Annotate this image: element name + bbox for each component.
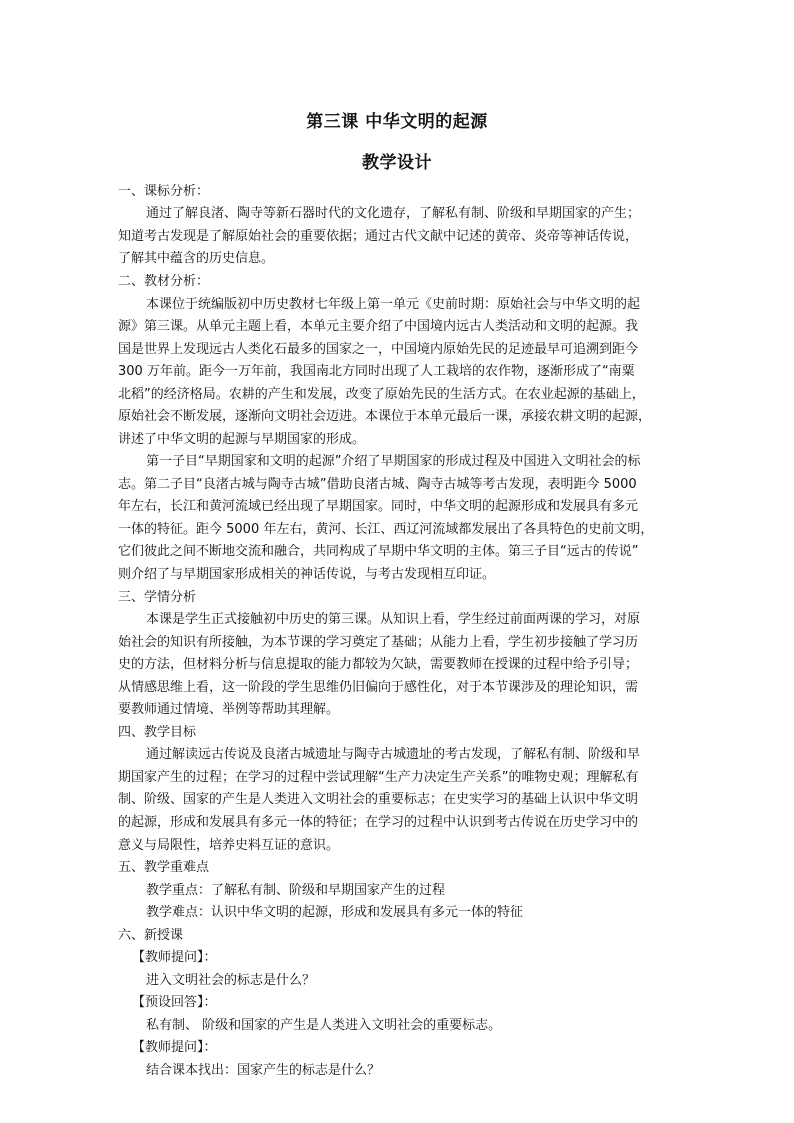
question-text: 进入文明社会的标志是什么？ bbox=[146, 973, 316, 988]
paragraph-line: 的起源，形成和发展具有多元一体的特征；在学习的过程中认识到考古传说在历史学习中的 bbox=[118, 815, 639, 830]
answer-text: 私有制、 阶级和国家的产生是人类进入文明社会的重要标志。 bbox=[146, 1018, 502, 1033]
paragraph-line: 通过解读远古传说及良渚古城遗址与陶寺古城遗址的考古发现，了解私有制、阶级和早 bbox=[146, 747, 641, 762]
paragraph-line: 从情感思维上看，这一阶段的学生思维仍旧偏向于感性化，对于本节课涉及的理论知识，需 bbox=[118, 680, 639, 695]
paragraph-line: 史的方法，但材料分析与信息提取的能力都较为欠缺，需要教师在授课的过程中给予引导； bbox=[118, 657, 639, 672]
paragraph-line: 始社会的知识有所接触，为本节课的学习奠定了基础；从能力上看，学生初步接触了学习历 bbox=[118, 635, 639, 650]
paragraph-line: 300 万年前。距今一万年前，我国南北方同时出现了人工栽培的农作物，逐渐形成了“南粟 bbox=[118, 364, 635, 379]
section-heading: 一、课标分析： bbox=[118, 184, 210, 199]
teacher-question-label: 【教师提问】： bbox=[132, 1040, 217, 1055]
paragraph-line: 知道考古发现是了解原始社会的重要依据；通过古代文献中记述的黄帝、炎帝等神话传说， bbox=[118, 229, 639, 244]
key-point-line: 教学重点：了解私有制、阶级和早期国家产生的过程 bbox=[146, 883, 446, 898]
paragraph-line: 本课位于统编版初中历史教材七年级上第一单元《史前时期：原始社会与中华文明的起 bbox=[146, 297, 641, 312]
paragraph-line: 了解其中蕴含的历史信息。 bbox=[118, 251, 275, 266]
paragraph-line: 第一子目“早期国家和文明的起源”介绍了早期国家的形成过程及中国进入文明社会的标 bbox=[146, 454, 641, 469]
paragraph-line: 期国家产生的过程；在学习的过程中尝试理解“生产力决定生产关系”的唯物史观；理解私有 bbox=[118, 770, 639, 785]
section-heading: 六、新授课 bbox=[118, 928, 184, 943]
paragraph-line: 意义与局限性，培养史料互证的意识。 bbox=[118, 838, 340, 853]
paragraph-line: 要教师通过情境、举例等帮助其理解。 bbox=[118, 702, 340, 717]
section-heading: 四、教学目标 bbox=[118, 725, 197, 740]
lesson-title: 第三课 中华文明的起源 bbox=[306, 112, 488, 132]
paragraph-line: 年左右，长江和黄河流域已经出现了早期国家。同时，中华文明的起源形成和发展具有多元 bbox=[118, 499, 639, 514]
paragraph-line: 北稻”的经济格局。农耕的产生和发展，改变了原始先民的生活方式。在农业起源的基础上， bbox=[118, 387, 645, 402]
paragraph-line: 源》第三课。从单元主题上看，本单元主要介绍了中国境内远古人类活动和文明的起源。我 bbox=[118, 319, 639, 334]
paragraph-line: 原始社会不断发展，逐渐向文明社会迈进。本课位于本单元最后一课，承接农耕文明的起源， bbox=[118, 409, 652, 424]
preset-answer-label: 【预设回答】： bbox=[132, 995, 217, 1010]
question-text: 结合课本找出：国家产生的标志是什么？ bbox=[146, 1063, 381, 1078]
teacher-question-label: 【教师提问】： bbox=[132, 950, 217, 965]
difficulty-line: 教学难点：认识中华文明的起源，形成和发展具有多元一体的特征 bbox=[146, 905, 524, 920]
section-heading: 三、学情分析 bbox=[118, 590, 197, 605]
paragraph-line: 则介绍了与早期国家形成相关的神话传说，与考古发现相互印证。 bbox=[118, 567, 496, 582]
section-heading: 二、教材分析： bbox=[118, 274, 210, 289]
paragraph-line: 本课是学生正式接触初中历史的第三课。从知识上看，学生经过前面两课的学习，对原 bbox=[146, 612, 641, 627]
paragraph-line: 制、阶级、国家的产生是人类进入文明社会的重要标志；在史实学习的基础上认识中华文明 bbox=[118, 792, 639, 807]
document-subtitle: 教学设计 bbox=[362, 153, 432, 173]
paragraph-line: 通过了解良渚、陶寺等新石器时代的文化遗存，了解私有制、阶级和早期国家的产生； bbox=[146, 206, 641, 221]
paragraph-line: 它们彼此之间不断地交流和融合，共同构成了早期中华文明的主体。第三子目“远古的传说” bbox=[118, 544, 639, 559]
section-heading: 五、教学重难点 bbox=[118, 860, 210, 875]
paragraph-line: 国是世界上发现远古人类化石最多的国家之一，中国境内原始先民的足迹最早可追溯到距今 bbox=[118, 342, 639, 357]
paragraph-line: 一体的特征。距今 5000 年左右，黄河、长江、西辽河流域都发展出了各具特色的史前文明， bbox=[118, 522, 654, 537]
paragraph-line: 志。第二子目“良渚古城与陶寺古城”借助良渚古城、陶寺古城等考古发现，表明距今 5000 bbox=[118, 477, 637, 492]
paragraph-line: 讲述了中华文明的起源与早期国家的形成。 bbox=[118, 432, 366, 447]
